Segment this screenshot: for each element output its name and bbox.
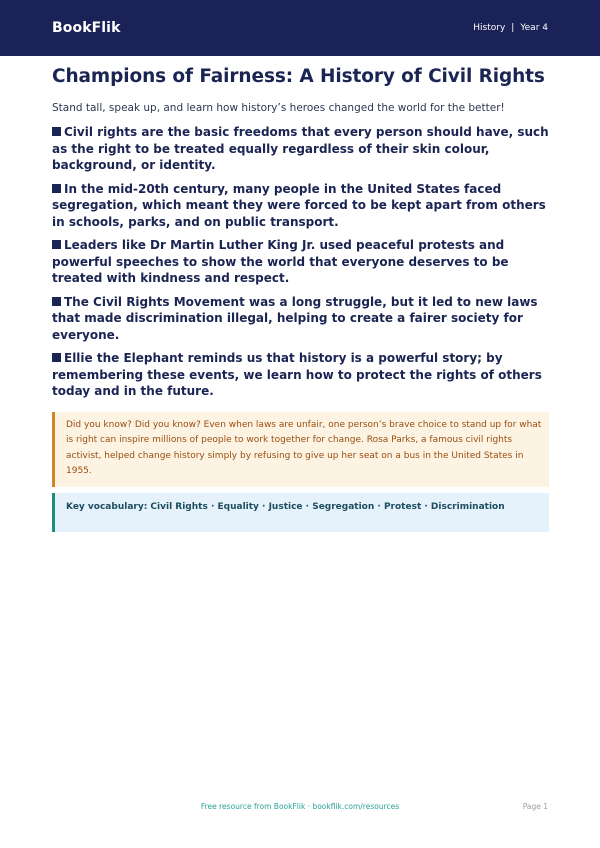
bullet-square-icon — [52, 184, 61, 193]
header-meta — [473, 23, 548, 33]
bullet-square-icon — [52, 127, 61, 136]
key-point — [52, 124, 549, 174]
key-points-list — [52, 124, 549, 400]
meta-separator: | — [511, 23, 515, 33]
key-point — [52, 350, 549, 400]
bullet-square-icon — [52, 353, 61, 362]
bullet-square-icon — [52, 297, 61, 306]
page-number: Page 1 — [522, 802, 548, 811]
did-you-know-text: Did you know? Did you know? Even when laws are unfair, one person’s brave choice to stand up for what is right can inspire millions of people to work together for change. Rosa Parks, a famous civil rights activist, helped change history simply by refusing to give up her seat on a bus in the United States in 1955. — [66, 419, 542, 476]
key-point — [52, 294, 549, 344]
key-vocabulary-box — [52, 493, 549, 532]
brand-logo-text: BookFlik — [52, 20, 121, 36]
bullet-square-icon — [52, 240, 61, 249]
footer-link[interactable]: Free resource from BookFlik · bookflik.com/resources — [200, 802, 400, 811]
main-content — [52, 64, 549, 532]
key-point-text: In the mid-20th century, many people in the United States faced segregation, which meant they were forced to be kept apart from others in schools, parks, and on public transport. — [52, 181, 546, 229]
page-title: Champions of Fairness: A History of Civil Rights — [52, 66, 545, 87]
key-point-text: Civil rights are the basic freedoms that every person should have, such as the right to be treated equally regardless of their skin colour, background, or identity. — [52, 125, 549, 172]
key-point — [52, 237, 549, 287]
key-point-text: Ellie the Elephant reminds us that history is a powerful story; by remembering these events, we learn how to protect the rights of others today and in the future. — [52, 351, 542, 398]
key-point-text: Leaders like Dr Martin Luther King Jr. used peaceful protests and powerful speeches to show the world that everyone deserves to be treated with kindness and respect. — [52, 238, 509, 285]
page-header — [0, 0, 600, 56]
page-subtitle: Stand tall, speak up, and learn how history’s heroes changed the world for the better! — [52, 102, 505, 114]
key-point-text: The Civil Rights Movement was a long struggle, but it led to new laws that made discrimination illegal, helping to create a fairer society for everyone. — [52, 294, 538, 342]
did-you-know-box — [52, 412, 549, 487]
subject-label: History — [473, 23, 506, 33]
key-vocabulary-text: Key vocabulary: Civil Rights · Equality · Justice · Segregation · Protest · Discrimination — [66, 501, 505, 512]
key-point — [52, 181, 549, 231]
year-label: Year 4 — [520, 23, 548, 33]
